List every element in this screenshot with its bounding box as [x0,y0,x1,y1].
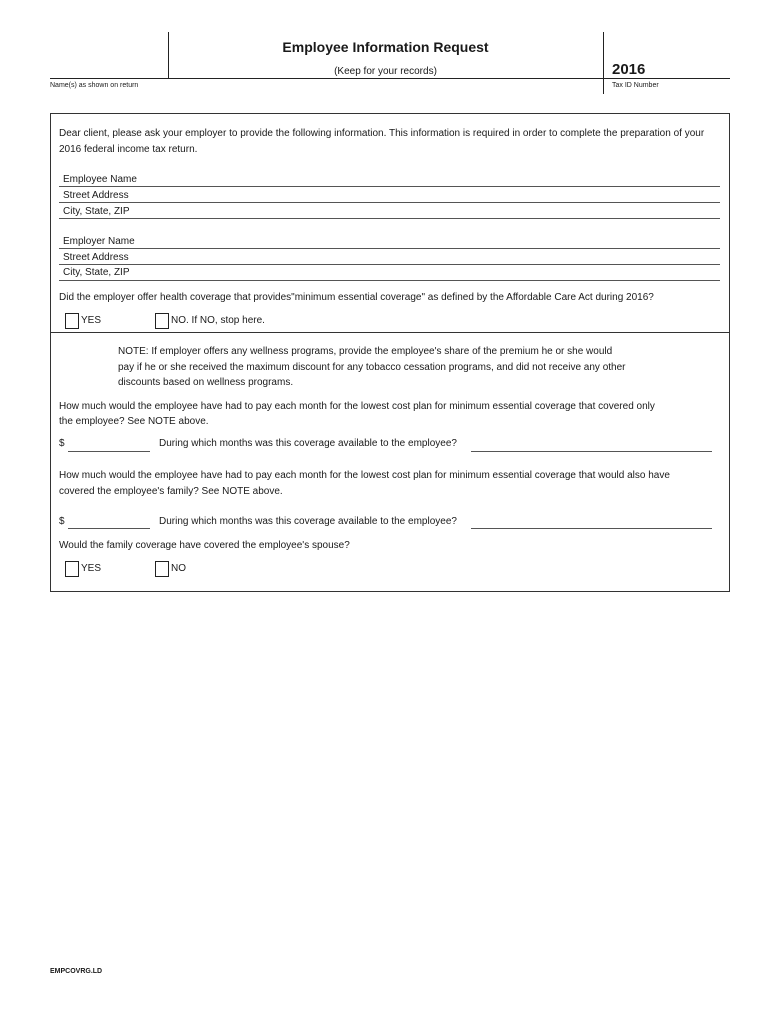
family-cost-question-line-2: covered the employee's family? See NOTE above. [59,486,283,497]
employee-name-field[interactable] [59,186,720,187]
employer-name-label: Employer Name [63,236,135,247]
coverage-question: Did the employer offer health coverage that provides"minimum essential coverage" as defined by the Affordable Care Act during 2016? [59,292,654,303]
note-line-2: pay if he or she received the maximum discount for any tobacco cessation programs, and did not receive any other [118,362,626,373]
coverage-yes-checkbox[interactable] [65,313,79,329]
form-code: EMPCOVRG.LD [50,968,103,975]
header-rule [50,78,730,79]
tax-id-label: Tax ID Number [612,82,659,89]
employee-cost-months-field[interactable] [471,451,712,452]
family-cost-amount-field[interactable] [68,528,150,529]
note-line-1: NOTE: If employer offers any wellness programs, provide the employee's share of the premium he or she would [118,346,613,357]
family-cost-months-field[interactable] [471,528,712,529]
employer-city-label: City, State, ZIP [63,267,130,278]
spouse-no-checkbox[interactable] [155,561,169,577]
employee-cost-amount-field[interactable] [68,451,150,452]
employee-name-label: Employee Name [63,174,137,185]
family-cost-dollar-sign: $ [59,516,65,527]
employee-cost-question-line-2: the employee? See NOTE above. [59,416,209,427]
family-cost-months-label: During which months was this coverage available to the employee? [159,516,457,527]
employee-street-label: Street Address [63,190,129,201]
employee-cost-months-label: During which months was this coverage available to the employee? [159,438,457,449]
intro-line-2: 2016 federal income tax return. [59,144,198,155]
header-right-divider [603,32,604,94]
spouse-question: Would the family coverage have covered the employee's spouse? [59,540,350,551]
spouse-no-label: NO [171,563,186,574]
employee-street-field[interactable] [59,202,720,203]
employee-cost-question-line-1: How much would the employee have had to pay each month for the lowest cost plan for minimum essential coverage that covered only [59,401,655,412]
intro-line-1: Dear client, please ask your employer to provide the following information. This information is required in order to complete the preparation of your [59,128,705,139]
spouse-yes-label: YES [81,563,102,574]
page-subtitle: (Keep for your records) [334,66,437,77]
coverage-no-label: NO. If NO, stop here. [171,315,265,326]
employer-name-field[interactable] [59,248,720,249]
employee-city-label: City, State, ZIP [63,206,130,217]
coverage-no-checkbox[interactable] [155,313,169,329]
family-cost-question-line-1: How much would the employee have had to pay each month for the lowest cost plan for minimum essential coverage that would also have [59,470,670,481]
names-label: Name(s) as shown on return [50,82,139,89]
tax-year: 2016 [612,61,646,78]
employer-street-label: Street Address [63,252,129,263]
note-line-3: discounts based on wellness programs. [118,377,294,388]
employer-city-field[interactable] [59,280,720,281]
page-title: Employee Information Request [282,39,489,55]
spouse-yes-checkbox[interactable] [65,561,79,577]
coverage-yes-label: YES [81,315,102,326]
employer-street-field[interactable] [59,264,720,265]
employee-city-field[interactable] [59,218,720,219]
employee-cost-dollar-sign: $ [59,438,65,449]
